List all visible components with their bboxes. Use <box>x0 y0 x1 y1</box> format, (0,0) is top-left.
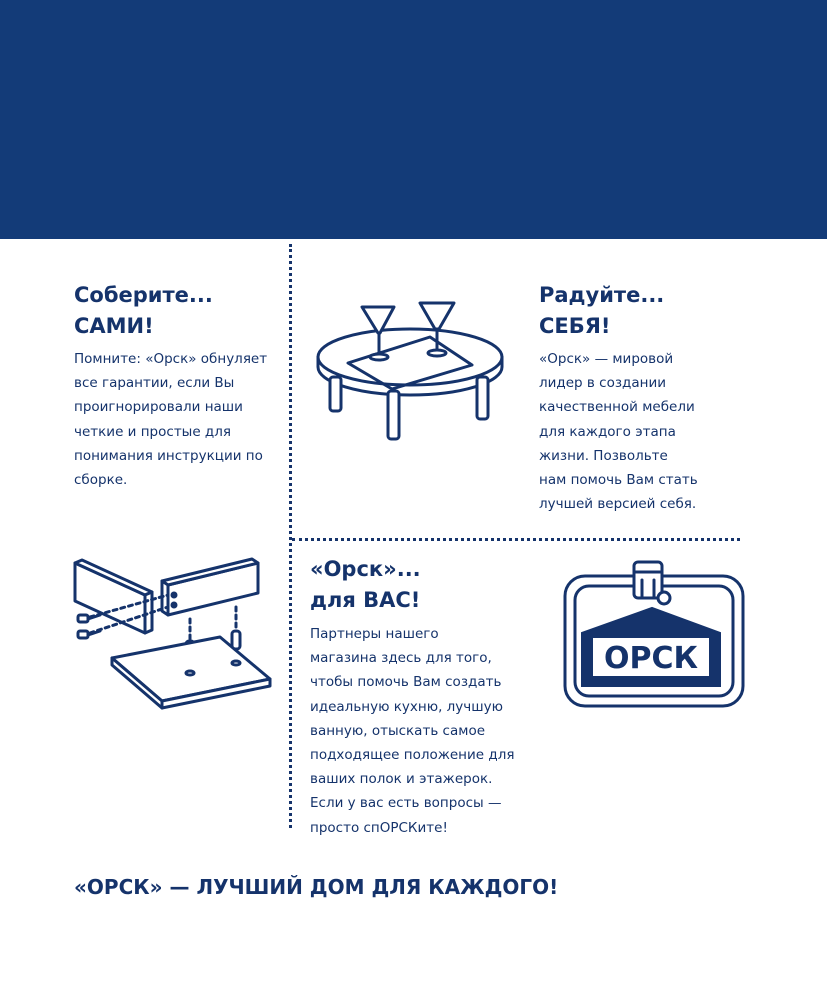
section2-body-line: жизни. Позвольте <box>539 447 668 464</box>
section2-heading <box>539 280 664 342</box>
horizontal-divider <box>292 538 740 541</box>
section1-heading-line1: Соберите... <box>74 283 213 307</box>
section2-body-line: нам помочь Вам стать <box>539 472 698 489</box>
section1-heading <box>74 280 213 342</box>
sign-logo-text: ОРСК <box>603 641 699 676</box>
header-banner <box>0 0 827 239</box>
section2-body-line: лучшей версией себя. <box>539 496 697 513</box>
hanging-sign-icon <box>560 558 750 713</box>
shelf-assembly-icon <box>70 555 280 710</box>
section3-body-line: чтобы помочь Вам создать <box>310 674 502 691</box>
footer-tagline: «ОРСК» — ЛУЧШИЙ ДОМ ДЛЯ КАЖДОГО! <box>74 875 559 899</box>
section3-body-line: ваших полок и этажерок. <box>310 771 493 788</box>
section2-body-line: лидер в создании <box>539 375 666 392</box>
section3-body-line: магазина здесь для того, <box>310 650 492 667</box>
section3-heading-line2: для ВАС! <box>310 588 421 612</box>
vertical-divider <box>289 244 292 828</box>
table-with-glasses-icon <box>310 295 510 455</box>
section3-body-line: подходящее положение для <box>310 747 515 764</box>
section1-heading-line2: САМИ! <box>74 314 154 338</box>
section1-body-line: проигнорировали наши <box>74 399 243 416</box>
section3-body-line: Если у вас есть вопросы — <box>310 795 502 812</box>
section3-body-line: ванную, отыскать самое <box>310 722 486 739</box>
section2-body-line: «Орск» — мировой <box>539 351 674 367</box>
section3-body-line: Партнеры нашего <box>310 626 439 642</box>
section3-heading-line1: «Орск»... <box>310 557 421 581</box>
section1-body-line: сборке. <box>74 472 128 489</box>
section2-heading-line2: СЕБЯ! <box>539 314 611 338</box>
section2-heading-line1: Радуйте... <box>539 283 665 307</box>
section1-body-line: Помните: «Орск» обнуляет <box>74 351 268 367</box>
section1-body-line: четкие и простые для <box>74 423 232 440</box>
section3-body-line: идеальную кухню, лучшую <box>310 698 503 715</box>
section1-body-line: все гарантии, если Вы <box>74 375 235 392</box>
section2-body-line: качественной мебели <box>539 399 695 416</box>
section3-heading <box>310 554 421 616</box>
section2-body <box>539 347 698 516</box>
section1-body-line: понимания инструкции по <box>74 447 263 464</box>
section3-body <box>310 622 514 840</box>
section2-body-line: для каждого этапа <box>539 423 676 440</box>
section3-body-line: просто спОРСКите! <box>310 819 448 836</box>
section1-body <box>74 347 267 492</box>
